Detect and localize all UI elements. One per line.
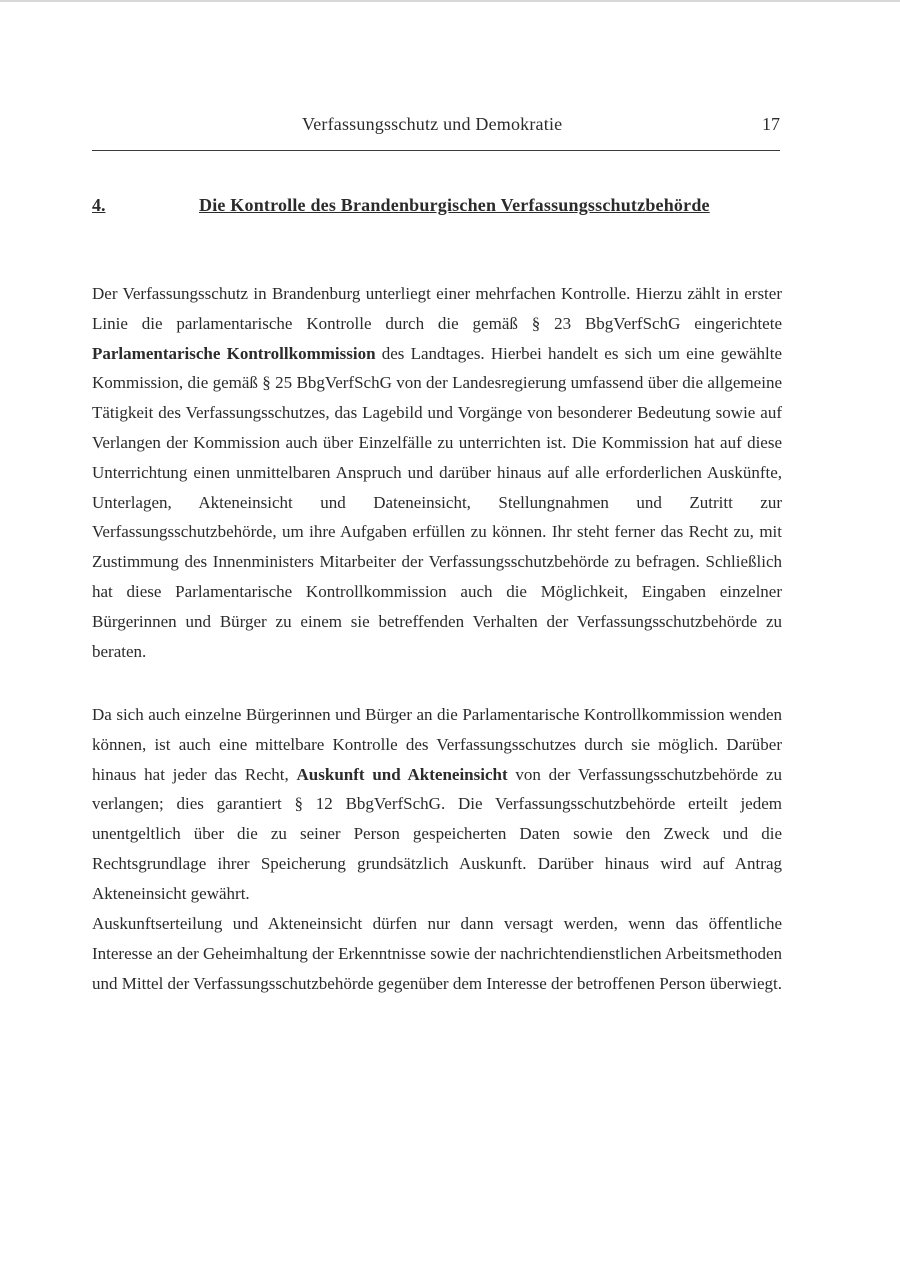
paragraph-text: Da sich auch einzelne Bürgerinnen und Bürger an die Parlamentarische Kontrollkommission wenden können, ist auch eine mittelbare Kontrolle des Verfassungsschutzes durch sie möglich. Darüber hinaus hat jeder das Recht, bbox=[92, 705, 782, 784]
paragraph-text: von der Verfassungsschutzbehörde zu verlangen; dies garantiert § 12 BbgVerfSchG. Die Verfassungsschutzbehörde erteilt jedem unentgeltlich über die zu seiner Person gespeicherten Daten sowie den Zweck und die Rechtsgrundlage ihrer Speicherung grundsätzlich Auskunft. Darüber hinaus wird auf Antrag Akteneinsicht gewährt. bbox=[92, 764, 782, 903]
paragraph-refusal-conditions: Auskunftserteilung und Akteneinsicht dürfen nur dann versagt werden, wenn das öffentliche Interesse an der Geheimhaltung der Erkenntnisse sowie der nachrichtendienstlichen Arbeitsmethoden und Mittel der Verfassungsschutzbehörde gegenüber dem Interesse der betroffenen Person überwiegt. bbox=[92, 914, 783, 993]
section-number: 4. bbox=[92, 195, 106, 215]
scan-edge bbox=[0, 0, 900, 2]
section-title: Die Kontrolle des Brandenburgischen Verfassungsschutzbehörde bbox=[199, 195, 710, 215]
running-title: Verfassungsschutz und Demokratie bbox=[302, 114, 563, 134]
paragraph-text: des Landtages. Hierbei handelt es sich um eine gewählte Kommission, die gemäß § 25 BbgVerfSchG von der Landesregierung umfassend über die allgemeine Tätigkeit des Verfassungsschutzes, das Lagebild und Vorgänge von besonderer Bedeutung sowie auf Verlangen der Kommission auch über Einzelfälle zu unterrichten ist. Die Kommission hat auf diese Unterrichtung einen unmittelbaren Anspruch und darüber hinaus auf alle erforderlichen Auskünfte, Unterlagen, Akteneinsicht und Dateneinsicht, Stellungnahmen und Zutritt zur Verfassungsschutzbehörde, um ihre Aufgaben erfüllen zu können. Ihr steht ferner das Recht zu, mit Zustimmung des Innenministers Mitarbeiter der Verfassungsschutzbehörde zu befragen. Schließlich hat diese Parlamentarische Kontrollkommission auch die Möglichkeit, Eingaben einzelner Bürgerinnen und Bürger zu einem sie betreffenden Verhalten der Verfassungsschutzbehörde zu beraten. bbox=[92, 343, 782, 661]
paragraph-text: Der Verfassungsschutz in Brandenburg unterliegt einer mehrfachen Kontrolle. Hierzu zählt in erster Linie die parlamentarische Kontrolle durch die gemäß § 23 BbgVerfSchG eingerichtete bbox=[92, 284, 782, 333]
emphasis-term: Auskunft und Akteneinsicht bbox=[296, 764, 508, 784]
paragraph-citizen-rights bbox=[92, 700, 782, 909]
emphasis-term: Parlamentarische Kontrollkommission bbox=[92, 343, 376, 363]
page-number: 17 bbox=[762, 114, 780, 134]
header-rule bbox=[92, 150, 780, 151]
paragraph-parliamentary-control bbox=[92, 279, 782, 666]
running-header bbox=[92, 114, 780, 138]
